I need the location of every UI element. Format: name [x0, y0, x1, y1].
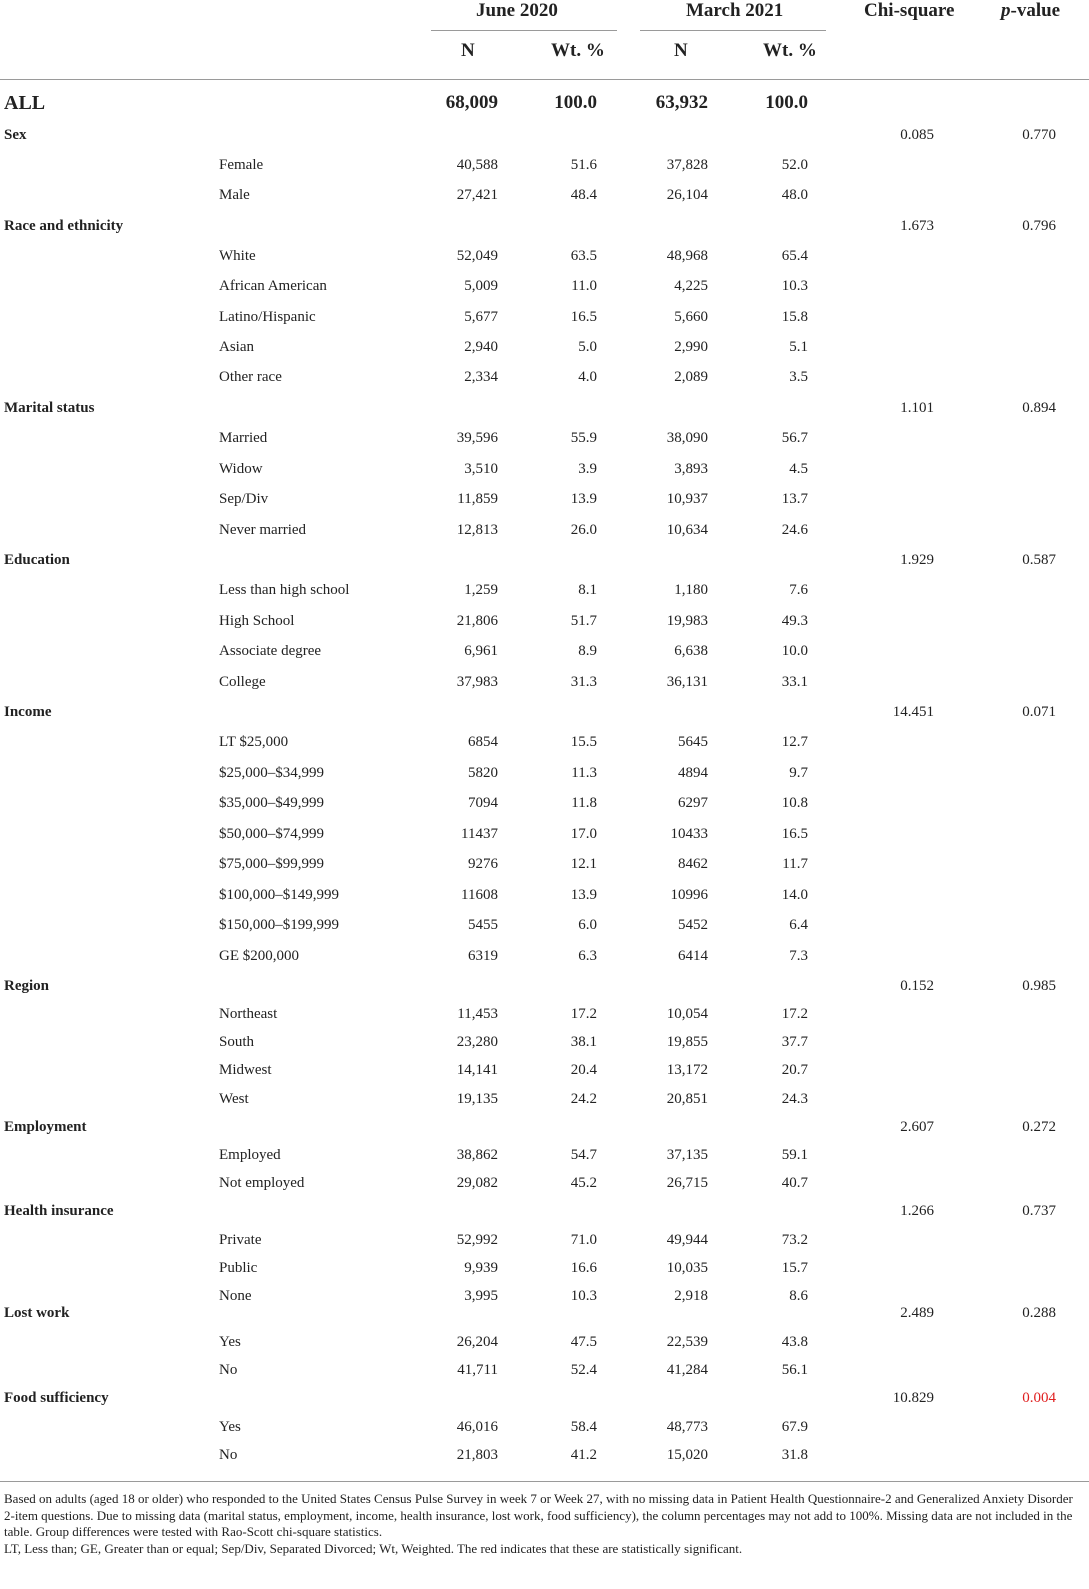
chi-square-value: 14.451 — [892, 704, 934, 720]
all-march-n: 63,932 — [655, 92, 708, 113]
subgroup-label: Not employed — [219, 1175, 305, 1191]
table-row — [0, 1225, 1089, 1255]
p-value: 0.985 — [1022, 978, 1056, 994]
category-row — [0, 393, 1089, 423]
june-wt: 48.4 — [570, 187, 597, 203]
chi-square-value: 1.266 — [900, 1203, 934, 1219]
march-n: 48,773 — [666, 1419, 708, 1435]
june-n: 39,596 — [456, 430, 498, 446]
subgroup-label: Latino/Hispanic — [219, 309, 316, 325]
header-p-italic: p — [1001, 0, 1011, 21]
march-n: 2,918 — [674, 1288, 708, 1304]
table-row — [0, 180, 1089, 210]
march-n: 41,284 — [666, 1362, 708, 1378]
june-wt: 13.9 — [570, 491, 597, 507]
p-value: 0.004 — [1022, 1390, 1056, 1406]
march-wt: 40.7 — [781, 1175, 808, 1191]
march-wt: 15.8 — [781, 309, 808, 325]
june-wt: 3.9 — [578, 461, 597, 477]
header-p-rest: -value — [1010, 0, 1061, 21]
category-label: Sex — [4, 127, 27, 143]
march-wt: 4.5 — [789, 461, 808, 477]
chi-square-value: 0.152 — [900, 978, 934, 994]
june-n: 5455 — [468, 917, 498, 933]
june-wt: 17.2 — [570, 1006, 597, 1022]
p-value: 0.272 — [1022, 1119, 1056, 1135]
category-label: Education — [4, 552, 70, 568]
march-wt: 3.5 — [789, 369, 808, 385]
march-wt: 9.7 — [789, 765, 808, 781]
june-wt: 26.0 — [570, 522, 597, 538]
june-n: 26,204 — [456, 1334, 498, 1350]
footnote-line-2: LT, Less than; GE, Greater than or equal; Sep/Div, Separated Divorced; Wt, Weighted. The red indicates that these are statistically significant. — [4, 1540, 743, 1556]
table-row — [0, 241, 1089, 271]
june-wt: 11.3 — [571, 765, 597, 781]
june-n: 1,259 — [464, 582, 498, 598]
march-n: 49,944 — [666, 1232, 708, 1248]
header-june-n: N — [461, 40, 475, 61]
june-n: 40,588 — [456, 157, 498, 173]
table-row — [0, 1055, 1089, 1085]
march-n: 10,035 — [666, 1260, 708, 1276]
june-wt: 63.5 — [570, 248, 597, 264]
category-label: Food sufficiency — [4, 1390, 109, 1406]
june-n: 5,677 — [464, 309, 498, 325]
march-n: 20,851 — [666, 1091, 708, 1107]
p-value: 0.587 — [1022, 552, 1056, 568]
march-wt: 10.8 — [781, 795, 808, 811]
june-n: 9276 — [468, 856, 498, 872]
june-wt: 11.0 — [571, 278, 597, 294]
category-label: Health insurance — [4, 1203, 114, 1219]
march-wt: 7.3 — [789, 948, 808, 964]
march-n: 6297 — [678, 795, 708, 811]
march-wt: 20.7 — [781, 1062, 808, 1078]
table-row — [0, 758, 1089, 788]
june-n: 21,806 — [456, 613, 498, 629]
june-wt: 13.9 — [570, 887, 597, 903]
march-n: 5,660 — [674, 309, 708, 325]
march-wt: 33.1 — [781, 674, 808, 690]
table-row — [0, 515, 1089, 545]
march-n: 8462 — [678, 856, 708, 872]
june-n: 3,510 — [464, 461, 498, 477]
march-wt: 13.7 — [781, 491, 808, 507]
header-march-n: N — [674, 40, 688, 61]
all-june-n: 68,009 — [445, 92, 498, 113]
march-wt: 31.8 — [781, 1447, 808, 1463]
march-n: 3,893 — [674, 461, 708, 477]
june-n: 46,016 — [456, 1419, 498, 1435]
march-wt: 43.8 — [781, 1334, 808, 1350]
march-n: 19,855 — [666, 1034, 708, 1050]
march-wt: 24.3 — [781, 1091, 808, 1107]
table-row — [0, 423, 1089, 453]
subgroup-label: Female — [219, 157, 264, 173]
subgroup-label: None — [219, 1288, 252, 1304]
category-row — [0, 697, 1089, 727]
table-row — [0, 1253, 1089, 1283]
march-n: 1,180 — [674, 582, 708, 598]
category-row — [0, 971, 1089, 1001]
june-n: 29,082 — [456, 1175, 498, 1191]
june-wt: 12.1 — [570, 856, 597, 872]
june-n: 19,135 — [456, 1091, 498, 1107]
table-row — [0, 1140, 1089, 1170]
p-value: 0.770 — [1022, 127, 1056, 143]
march-n: 48,968 — [666, 248, 708, 264]
june-n: 27,421 — [456, 187, 498, 203]
june-wt: 8.9 — [578, 643, 597, 659]
chi-square-value: 2.489 — [900, 1305, 934, 1321]
march-n: 13,172 — [666, 1062, 708, 1078]
june-wt: 51.7 — [570, 613, 597, 629]
table-row — [0, 575, 1089, 605]
june-n: 52,992 — [456, 1232, 498, 1248]
june-wt: 41.2 — [570, 1447, 597, 1463]
category-row — [0, 211, 1089, 241]
subgroup-label: GE $200,000 — [219, 948, 299, 964]
march-n: 4894 — [678, 765, 708, 781]
table-row — [0, 636, 1089, 666]
march-wt: 7.6 — [789, 582, 808, 598]
march-n: 10,054 — [666, 1006, 708, 1022]
march-n: 10433 — [670, 826, 708, 842]
march-n: 19,983 — [666, 613, 708, 629]
table-row — [0, 819, 1089, 849]
june-wt: 4.0 — [578, 369, 597, 385]
june-wt: 31.3 — [570, 674, 597, 690]
march-n: 5645 — [678, 734, 708, 750]
table-row — [0, 788, 1089, 818]
june-wt: 5.0 — [578, 339, 597, 355]
march-wt: 52.0 — [781, 157, 808, 173]
chi-square-value: 10.829 — [892, 1390, 934, 1406]
june-n: 37,983 — [456, 674, 498, 690]
subgroup-label: Yes — [219, 1419, 241, 1435]
p-value: 0.894 — [1022, 400, 1056, 416]
march-n: 10,937 — [666, 491, 708, 507]
june-n: 12,813 — [456, 522, 498, 538]
subgroup-label: Private — [219, 1232, 262, 1248]
table-row — [0, 150, 1089, 180]
march-wt: 37.7 — [781, 1034, 808, 1050]
march-n: 2,089 — [674, 369, 708, 385]
table-row — [0, 1168, 1089, 1198]
subgroup-label: High School — [219, 613, 295, 629]
march-wt: 5.1 — [789, 339, 808, 355]
subgroup-label: $50,000–$74,999 — [219, 826, 324, 842]
chi-square-value: 1.673 — [900, 218, 934, 234]
table-row — [0, 880, 1089, 910]
march-wt: 16.5 — [781, 826, 808, 842]
category-label: Employment — [4, 1119, 87, 1135]
june-n: 6854 — [468, 734, 498, 750]
subgroup-label: Other race — [219, 369, 282, 385]
table-row — [0, 484, 1089, 514]
table-row — [0, 1355, 1089, 1385]
march-wt: 49.3 — [781, 613, 808, 629]
table-row — [0, 910, 1089, 940]
rule-table-bottom — [0, 1481, 1089, 1482]
category-row — [0, 1298, 1089, 1328]
subgroup-label: $100,000–$149,999 — [219, 887, 339, 903]
subgroup-label: Sep/Div — [219, 491, 269, 507]
table-row — [0, 667, 1089, 697]
june-wt: 58.4 — [570, 1419, 597, 1435]
june-wt: 51.6 — [570, 157, 597, 173]
june-n: 21,803 — [456, 1447, 498, 1463]
june-n: 52,049 — [456, 248, 498, 264]
category-label: Region — [4, 978, 49, 994]
june-wt: 47.5 — [570, 1334, 597, 1350]
header-march-2021: March 2021 — [686, 0, 784, 21]
category-label: Race and ethnicity — [4, 218, 124, 234]
march-wt: 65.4 — [781, 248, 808, 264]
footnote-line-1: Based on adults (aged 18 or older) who responded to the United States Census Pulse Survey in week 7 or Week 27, with no missing data in Patient Health Questionnaire-2 and Generalized Anxiety Disorder 2-item questions. Due to missing data (marital status, employment, income, health insurance, lost work, food sufficiency), the column percentages may not add to 100%. Missing data are not included in the table. Group differences were tested with Rao-Scott chi-square statistics. — [4, 1491, 1073, 1539]
p-value: 0.796 — [1022, 218, 1056, 234]
march-wt: 10.3 — [781, 278, 808, 294]
p-value: 0.288 — [1022, 1305, 1056, 1321]
subgroup-label: College — [219, 674, 266, 690]
category-row — [0, 1196, 1089, 1226]
june-wt: 11.8 — [571, 795, 597, 811]
table-row — [0, 1440, 1089, 1470]
category-row — [0, 1383, 1089, 1413]
p-value: 0.071 — [1022, 704, 1056, 720]
june-wt: 54.7 — [570, 1147, 597, 1163]
subgroup-label: Widow — [219, 461, 263, 477]
june-wt: 52.4 — [570, 1362, 597, 1378]
june-n: 6319 — [468, 948, 498, 964]
header-june-wt: Wt. % — [551, 40, 605, 61]
march-n: 36,131 — [666, 674, 708, 690]
march-wt: 56.7 — [781, 430, 808, 446]
table-row — [0, 271, 1089, 301]
june-wt: 6.0 — [578, 917, 597, 933]
subgroup-label: $25,000–$34,999 — [219, 765, 324, 781]
june-n: 38,862 — [456, 1147, 498, 1163]
subgroup-label: Less than high school — [219, 582, 350, 598]
june-n: 5820 — [468, 765, 498, 781]
march-n: 10996 — [670, 887, 708, 903]
june-n: 5,009 — [464, 278, 498, 294]
march-wt: 56.1 — [781, 1362, 808, 1378]
june-wt: 16.5 — [570, 309, 597, 325]
subgroup-label: Northeast — [219, 1006, 278, 1022]
june-n: 41,711 — [457, 1362, 498, 1378]
table-row — [0, 941, 1089, 971]
chi-square-value: 2.607 — [900, 1119, 934, 1135]
june-wt: 38.1 — [570, 1034, 597, 1050]
category-row — [0, 545, 1089, 575]
subgroup-label: $150,000–$199,999 — [219, 917, 339, 933]
header-march-wt: Wt. % — [763, 40, 817, 61]
march-wt: 48.0 — [781, 187, 808, 203]
table-row — [0, 1412, 1089, 1442]
march-n: 37,135 — [666, 1147, 708, 1163]
march-n: 4,225 — [674, 278, 708, 294]
subgroup-label: LT $25,000 — [219, 734, 289, 750]
footnote — [4, 1491, 1084, 1557]
june-n: 3,995 — [464, 1288, 498, 1304]
march-wt: 59.1 — [781, 1147, 808, 1163]
march-wt: 10.0 — [781, 643, 808, 659]
march-n: 26,715 — [666, 1175, 708, 1191]
subgroup-label: $35,000–$49,999 — [219, 795, 324, 811]
march-n: 6,638 — [674, 643, 708, 659]
category-row — [0, 1112, 1089, 1142]
subgroup-label: $75,000–$99,999 — [219, 856, 324, 872]
subgroup-label: West — [219, 1091, 249, 1107]
june-n: 14,141 — [456, 1062, 498, 1078]
june-n: 23,280 — [456, 1034, 498, 1050]
chi-square-value: 1.101 — [900, 400, 934, 416]
table-row — [0, 999, 1089, 1029]
june-wt: 71.0 — [570, 1232, 597, 1248]
subgroup-label: White — [219, 248, 256, 264]
june-wt: 16.6 — [570, 1260, 597, 1276]
march-wt: 17.2 — [781, 1006, 808, 1022]
category-row — [0, 120, 1089, 150]
march-wt: 11.7 — [782, 856, 808, 872]
june-wt: 24.2 — [570, 1091, 597, 1107]
march-wt: 73.2 — [781, 1232, 808, 1248]
table-row — [0, 454, 1089, 484]
subgroup-label: No — [219, 1362, 238, 1378]
category-label: Marital status — [4, 400, 95, 416]
subgroup-label: Asian — [219, 339, 254, 355]
category-label: Income — [4, 704, 52, 720]
subgroup-label: Public — [219, 1260, 258, 1276]
march-n: 6414 — [678, 948, 708, 964]
march-wt: 24.6 — [781, 522, 808, 538]
june-wt: 15.5 — [570, 734, 597, 750]
march-wt: 6.4 — [789, 917, 808, 933]
table-row — [0, 1327, 1089, 1357]
june-n: 11437 — [461, 826, 498, 842]
march-n: 2,990 — [674, 339, 708, 355]
subgroup-label: Male — [219, 187, 250, 203]
june-wt: 6.3 — [578, 948, 597, 964]
march-n: 26,104 — [666, 187, 708, 203]
subgroup-label: Yes — [219, 1334, 241, 1350]
table-row — [0, 1027, 1089, 1057]
june-wt: 20.4 — [570, 1062, 597, 1078]
june-wt: 17.0 — [570, 826, 597, 842]
all-march-wt: 100.0 — [765, 92, 808, 113]
june-n: 7094 — [468, 795, 498, 811]
subgroup-label: Associate degree — [219, 643, 322, 659]
june-n: 2,334 — [464, 369, 498, 385]
subgroup-label: African American — [219, 278, 327, 294]
table-row — [0, 362, 1089, 392]
march-n: 37,828 — [666, 157, 708, 173]
june-wt: 8.1 — [578, 582, 597, 598]
march-wt: 67.9 — [781, 1419, 808, 1435]
june-n: 2,940 — [464, 339, 498, 355]
subgroup-label: No — [219, 1447, 238, 1463]
june-wt: 45.2 — [570, 1175, 597, 1191]
march-wt: 15.7 — [781, 1260, 808, 1276]
june-wt: 55.9 — [570, 430, 597, 446]
header-june-2020: June 2020 — [476, 0, 558, 21]
subgroup-label: South — [219, 1034, 255, 1050]
table-row — [0, 1084, 1089, 1114]
march-n: 15,020 — [666, 1447, 708, 1463]
june-n: 11,453 — [457, 1006, 498, 1022]
table-row — [0, 727, 1089, 757]
march-n: 38,090 — [666, 430, 708, 446]
june-n: 9,939 — [464, 1260, 498, 1276]
march-n: 5452 — [678, 917, 708, 933]
p-value: 0.737 — [1022, 1203, 1056, 1219]
march-n: 10,634 — [666, 522, 708, 538]
march-wt: 14.0 — [781, 887, 808, 903]
chi-square-value: 0.085 — [900, 127, 934, 143]
subgroup-label: Midwest — [219, 1062, 272, 1078]
table-row — [0, 849, 1089, 879]
subgroup-label: Employed — [219, 1147, 281, 1163]
march-wt: 12.7 — [781, 734, 808, 750]
subgroup-label: Married — [219, 430, 268, 446]
june-wt: 10.3 — [570, 1288, 597, 1304]
all-june-wt: 100.0 — [554, 92, 597, 113]
june-n: 11,859 — [457, 491, 498, 507]
june-n: 11608 — [461, 887, 498, 903]
table-row — [0, 302, 1089, 332]
march-wt: 8.6 — [789, 1288, 808, 1304]
table-row — [0, 332, 1089, 362]
june-n: 6,961 — [464, 643, 498, 659]
subgroup-label: Never married — [219, 522, 307, 538]
header-chi-square: Chi-square — [864, 0, 955, 21]
chi-square-value: 1.929 — [900, 552, 934, 568]
march-n: 22,539 — [666, 1334, 708, 1350]
category-label: Lost work — [4, 1305, 70, 1321]
all-label: ALL — [4, 92, 46, 114]
table-row — [0, 606, 1089, 636]
